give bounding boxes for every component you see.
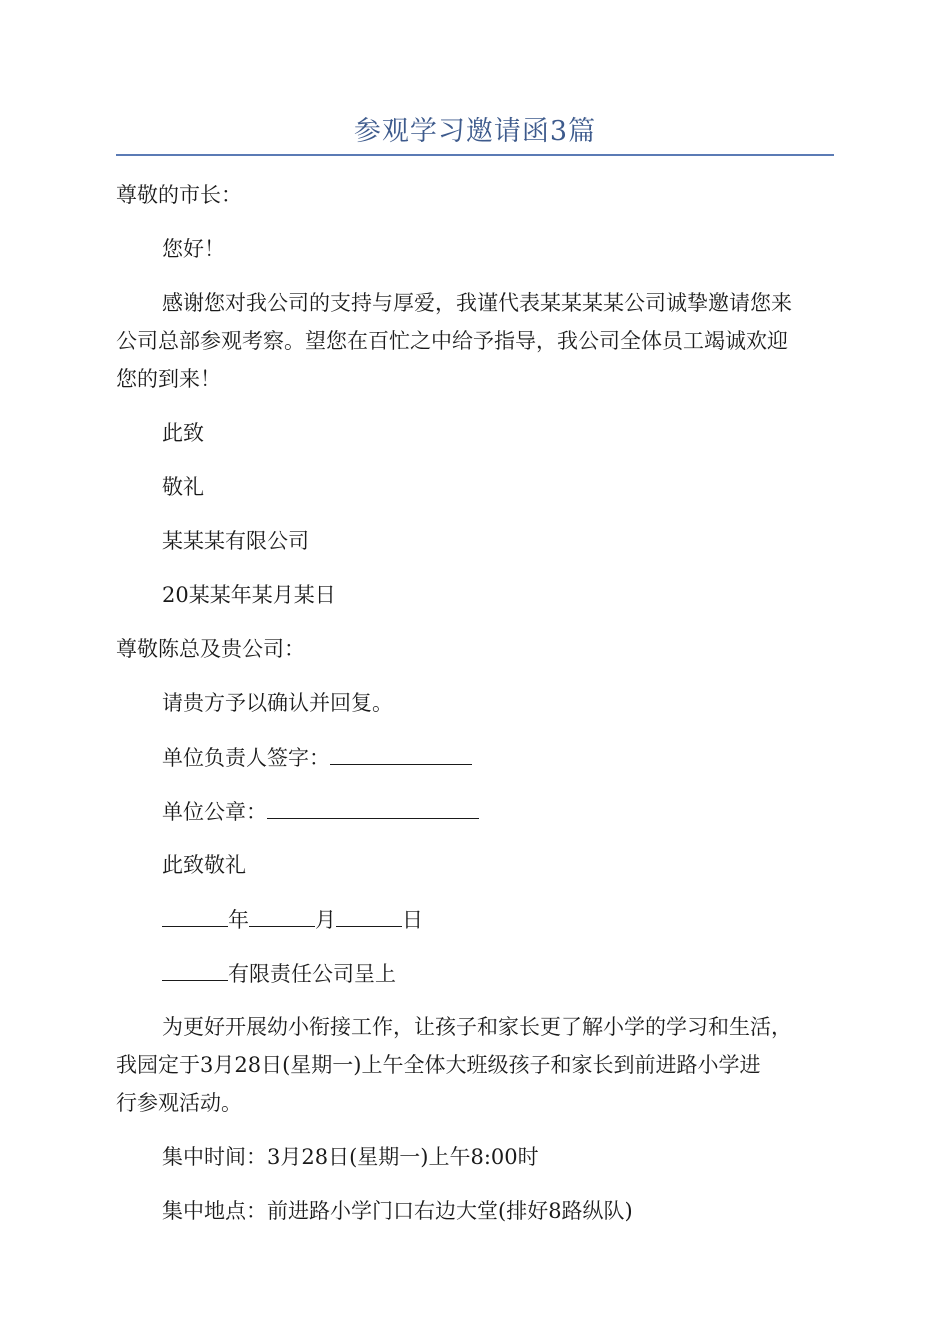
letter3-body-line: 我园定于3月28日(星期一)上午全体大班级孩子和家长到前进路小学进 xyxy=(116,1053,761,1077)
day-label: 日 xyxy=(402,908,423,932)
gather-time-line xyxy=(162,1142,834,1172)
gather-time-value: 3月28日(星期一)上午8:00时 xyxy=(267,1145,539,1169)
letter1-signature: 某某某有限公司 xyxy=(162,529,309,553)
seal-label: 单位公章： xyxy=(162,800,267,824)
seal-line xyxy=(162,796,834,827)
letter1-greeting: 您好！ xyxy=(162,237,225,261)
letter3-body-line: 行参观活动。 xyxy=(116,1091,242,1115)
day-blank xyxy=(336,904,402,927)
company-line xyxy=(162,958,834,989)
letter2-request: 请贵方予以确认并回复。 xyxy=(162,691,393,715)
letter1-body-line: 您的到来！ xyxy=(116,367,221,391)
letter1-closing: 敬礼 xyxy=(162,475,204,499)
letter2-closing: 此致敬礼 xyxy=(162,853,246,877)
signer-blank xyxy=(330,742,472,765)
letter2-salutation: 尊敬陈总及贵公司： xyxy=(116,637,305,661)
month-label: 月 xyxy=(315,908,336,932)
title-divider xyxy=(116,154,834,156)
month-blank xyxy=(249,904,315,927)
company-blank xyxy=(162,958,228,981)
gather-time-label: 集中时间： xyxy=(162,1145,267,1169)
company-suffix: 有限责任公司呈上 xyxy=(228,962,396,986)
letter1-salutation: 尊敬的市长： xyxy=(116,183,242,207)
year-blank xyxy=(162,904,228,927)
letter3-body-line: 为更好开展幼小衔接工作，让孩子和家长更了解小学的学习和生活， xyxy=(162,1015,792,1039)
date-line xyxy=(162,904,834,935)
document-title: 参观学习邀请函3篇 xyxy=(353,116,597,147)
letter1-closing: 此致 xyxy=(162,421,204,445)
signer-line xyxy=(162,742,834,773)
letter1-date: 20某某年某月某日 xyxy=(162,583,336,607)
letter1-body-line: 公司总部参观考察。望您在百忙之中给予指导，我公司全体员工竭诚欢迎 xyxy=(116,329,788,353)
letter1-body-line: 感谢您对我公司的支持与厚爱，我谨代表某某某某公司诚挚邀请您来 xyxy=(162,291,792,315)
year-label: 年 xyxy=(228,908,249,932)
gather-place-line xyxy=(162,1196,834,1226)
gather-place-label: 集中地点： xyxy=(162,1199,267,1223)
seal-blank xyxy=(267,796,479,819)
signer-label: 单位负责人签字： xyxy=(162,746,330,770)
gather-place-value: 前进路小学门口右边大堂(排好8路纵队) xyxy=(267,1199,633,1223)
